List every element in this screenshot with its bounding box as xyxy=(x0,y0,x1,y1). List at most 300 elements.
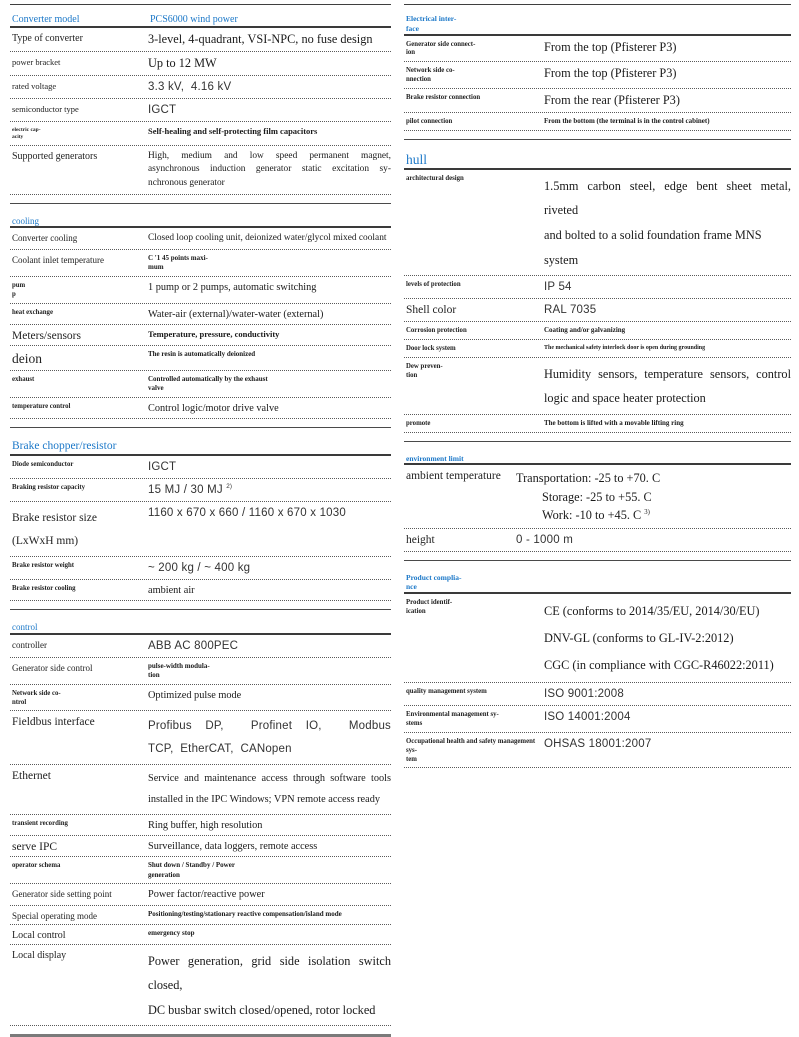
row-value xyxy=(148,483,391,498)
row-label-line: levels of protection xyxy=(406,281,461,289)
section-title-line: environment limit xyxy=(406,453,464,463)
spec-section xyxy=(404,151,791,442)
row-value-line: From the bottom (the terminal is in the control cabinet) xyxy=(544,116,710,125)
spec-row xyxy=(10,76,391,99)
spec-row xyxy=(404,299,791,322)
spec-row xyxy=(10,479,391,502)
row-value-line: nchronous generator xyxy=(148,177,225,188)
spec-row xyxy=(10,250,391,277)
spec-row xyxy=(404,594,791,683)
section-title-text xyxy=(12,440,391,454)
row-label xyxy=(10,888,148,899)
spec-row xyxy=(10,765,391,814)
row-value xyxy=(544,93,791,109)
row-label xyxy=(10,232,148,243)
section-title xyxy=(10,215,391,229)
row-value-line: installed in the IPC Windows; VPN remote access ready xyxy=(148,793,380,805)
row-value xyxy=(148,56,391,72)
row-value-line: IP 54 xyxy=(544,281,572,294)
row-value xyxy=(148,929,391,938)
row-value-line: ISO 14001:2004 xyxy=(544,711,631,724)
row-label xyxy=(404,533,516,546)
spec-row xyxy=(10,815,391,836)
spec-row xyxy=(10,52,391,76)
row-label-line: Brake resistor size xyxy=(12,511,97,524)
row-label-line: Generator side setting point xyxy=(12,889,112,900)
spec-row xyxy=(10,658,391,685)
row-label xyxy=(404,40,544,59)
row-label xyxy=(10,32,148,44)
spec-row xyxy=(404,683,791,706)
section-title-text xyxy=(406,573,791,593)
spec-row xyxy=(10,371,391,398)
row-value-line: 3-level, 4-quadrant, VSI-NPC, no fuse design xyxy=(148,32,373,46)
section-title-text xyxy=(12,14,150,26)
row-value-line: Self-healing and self-protecting film capacitors xyxy=(148,125,318,136)
row-value-line: 1 pump or 2 pumps, automatic switching xyxy=(148,281,317,293)
row-label-line: promote xyxy=(406,419,431,427)
row-value-line: OHSAS 18001:2007 xyxy=(544,737,652,750)
row-value xyxy=(148,888,391,901)
spec-row xyxy=(10,146,391,195)
row-value-line: ~ 200 kg / ~ 400 kg xyxy=(148,561,251,574)
section-title-line: Brake chopper/resistor xyxy=(12,440,117,453)
row-label-line: Converter cooling xyxy=(12,233,78,244)
section-title xyxy=(404,453,791,466)
spec-row xyxy=(10,398,391,419)
row-value-line: The resin is automatically deionized xyxy=(148,349,256,358)
row-value xyxy=(516,533,791,548)
row-label-line: Coolant inlet temperature xyxy=(12,254,104,265)
section-title xyxy=(404,13,791,36)
row-value-line: Water-air (external)/water-water (external) xyxy=(148,308,324,320)
row-label-line: serve IPC xyxy=(12,840,58,853)
spec-row xyxy=(404,113,791,131)
section-title-text xyxy=(12,216,391,227)
row-value-line: Coating and/or galvanizing xyxy=(544,326,626,335)
row-label xyxy=(404,362,544,381)
row-label-line: Product identif- xyxy=(406,599,453,607)
row-value-line: IGCT xyxy=(148,103,177,116)
row-value-line: CGC (in compliance with CGC-R46022:2011) xyxy=(544,658,774,673)
spec-row xyxy=(10,857,391,884)
row-label-line: Meters/sensors xyxy=(12,329,81,342)
row-label-line: temperature control xyxy=(12,402,71,410)
section-title-line: control xyxy=(12,622,38,633)
row-label-line: Brake resistor connection xyxy=(406,93,481,101)
section-title-line: face xyxy=(406,23,419,33)
row-label-line: Corrosion protection xyxy=(406,327,467,335)
spec-row xyxy=(404,322,791,340)
row-value xyxy=(148,80,391,95)
row-label xyxy=(404,469,516,482)
spec-column-left xyxy=(10,4,391,1037)
row-value-line: DC busbar switch closed/opened, rotor locked xyxy=(148,1002,376,1017)
section-title-line: hull xyxy=(406,151,428,167)
row-label xyxy=(10,639,148,650)
row-value-line: The bottom is lifted with a movable lifting ring xyxy=(544,418,684,427)
row-value xyxy=(148,949,391,1023)
row-value xyxy=(148,910,391,919)
spec-row xyxy=(404,706,791,733)
spec-row xyxy=(404,529,791,552)
row-label xyxy=(404,117,544,127)
row-value xyxy=(148,819,391,832)
row-label-line: controller xyxy=(12,639,47,650)
spec-section xyxy=(10,621,391,1037)
row-value xyxy=(148,350,391,359)
row-value xyxy=(148,32,391,48)
row-value xyxy=(148,150,391,191)
row-label xyxy=(404,687,544,697)
row-label-line: acity xyxy=(12,134,24,141)
row-label-line: ambient temperature xyxy=(406,470,501,483)
row-value xyxy=(148,375,391,394)
spec-row xyxy=(10,28,391,52)
row-value xyxy=(544,40,791,56)
row-label-line: Braking resistor capacity xyxy=(12,483,86,491)
row-value xyxy=(148,506,391,521)
row-label xyxy=(404,93,544,103)
row-label xyxy=(10,375,148,385)
spec-row xyxy=(10,99,391,122)
row-value xyxy=(544,280,791,295)
row-value xyxy=(544,117,791,126)
row-value-line: Controlled automatically by the exhaust xyxy=(148,374,268,383)
row-value xyxy=(544,344,791,352)
row-value xyxy=(544,326,791,335)
row-value xyxy=(516,469,791,524)
row-value xyxy=(544,419,791,428)
spec-row xyxy=(404,733,791,768)
row-value xyxy=(148,329,391,339)
row-value xyxy=(544,362,791,411)
row-value-line: Power generation, grid side isolation switch closed, xyxy=(148,953,391,993)
row-label xyxy=(10,819,148,829)
row-label-line: Local control xyxy=(12,929,66,941)
row-value-line: Service and maintenance access through software tools xyxy=(148,773,391,785)
row-label-line: semiconductor type xyxy=(12,103,79,114)
row-value xyxy=(544,303,791,318)
row-value-line: asynchronous induction generator static excitation sy- xyxy=(148,164,391,175)
row-label xyxy=(10,662,148,673)
spec-row xyxy=(10,456,391,479)
row-value xyxy=(544,66,791,82)
row-label-line: Fieldbus interface xyxy=(12,716,95,729)
row-label-line: Ethernet xyxy=(12,770,51,783)
row-value-line: 1160 x 670 x 660 / 1160 x 670 x 1030 xyxy=(148,506,346,519)
row-label xyxy=(10,402,148,412)
row-label-line: Door lock system xyxy=(406,344,456,352)
spec-row xyxy=(10,884,391,905)
row-label xyxy=(10,350,148,367)
spec-row xyxy=(404,415,791,433)
spec-section xyxy=(404,572,791,777)
row-label xyxy=(10,715,148,728)
row-label xyxy=(404,303,544,316)
row-label xyxy=(404,326,544,336)
row-value-line: Positioning/testing/stationary reactive compensation/island mode xyxy=(148,909,342,918)
row-value xyxy=(148,769,391,810)
spec-row xyxy=(404,276,791,299)
row-value-line: ABB AC 800PEC xyxy=(148,639,239,652)
row-value-line: Ring buffer, high resolution xyxy=(148,819,263,831)
section-title-text xyxy=(406,152,791,168)
spec-row xyxy=(10,711,391,765)
spec-row xyxy=(10,906,391,925)
row-value-line: TCP, EtherCAT, CANopen xyxy=(148,743,292,756)
row-label xyxy=(10,561,148,571)
section-title xyxy=(10,439,391,456)
spec-row xyxy=(10,277,391,304)
section-title xyxy=(10,13,391,28)
row-value-line: Shut down / Standby / Power xyxy=(148,861,235,870)
row-value-line: logic and space heater protection xyxy=(544,391,706,406)
spec-row xyxy=(10,502,391,557)
row-label-line: Generator side control xyxy=(12,662,93,673)
row-value-line: tion xyxy=(148,671,160,680)
row-value xyxy=(148,689,391,702)
spec-row xyxy=(10,557,391,580)
row-label xyxy=(10,584,148,594)
row-label-line: Type of converter xyxy=(12,33,83,44)
row-label xyxy=(404,419,544,429)
row-label xyxy=(10,329,148,342)
row-label-line: quality management system xyxy=(406,688,487,696)
row-value-line: From the rear (Pfisterer P3) xyxy=(544,92,680,107)
row-label-line: Occupational health and safety management sys- xyxy=(406,737,536,754)
row-label-line: architectural design xyxy=(406,174,464,182)
spec-row xyxy=(404,89,791,113)
row-value-line: Up to 12 MW xyxy=(148,55,217,70)
row-value xyxy=(148,715,391,761)
row-value-line: ambient air xyxy=(148,584,195,596)
row-label xyxy=(404,737,544,764)
row-label xyxy=(404,280,544,290)
row-value-line: emergency stop xyxy=(148,928,195,937)
row-label-line: deion xyxy=(12,350,42,366)
row-value-line: Humidity sensors, temperature sensors, control xyxy=(544,366,791,381)
spec-row xyxy=(404,62,791,89)
section-title xyxy=(404,151,791,170)
spec-section xyxy=(10,439,391,610)
row-label xyxy=(10,910,148,921)
row-value-line: pulse-width modula- xyxy=(148,661,210,670)
row-label-line: ion xyxy=(406,49,416,57)
row-label xyxy=(404,710,544,729)
row-value-line: Profibus DP, Profinet IO, Modbus xyxy=(148,720,391,733)
row-value xyxy=(148,561,391,576)
row-label xyxy=(10,150,148,162)
row-label xyxy=(10,840,148,853)
row-label-line: Special operating mode xyxy=(12,910,97,921)
row-label-line: Local display xyxy=(12,949,67,961)
row-label xyxy=(10,460,148,470)
row-label-line: ication xyxy=(406,608,426,616)
section-title-text xyxy=(406,454,791,464)
row-label-line: tion xyxy=(406,371,418,379)
row-label xyxy=(404,598,544,617)
row-value-line: and bolted to a solid foundation frame MNS system xyxy=(544,228,762,267)
row-label xyxy=(10,103,148,114)
row-label-line: Dew preven- xyxy=(406,362,443,370)
section-title-line: nce xyxy=(406,582,417,592)
row-value-line: mum xyxy=(148,263,164,272)
section-title xyxy=(404,572,791,595)
row-label-line: pilot connection xyxy=(406,117,453,125)
row-label-line: tem xyxy=(406,755,417,763)
row-label xyxy=(404,344,544,354)
section-title-line: Product complia- xyxy=(406,572,462,582)
row-label xyxy=(10,689,148,708)
row-value-line: Temperature, pressure, conductivity xyxy=(148,328,280,339)
row-value-line: DNV-GL (conforms to GL-IV-2:2012) xyxy=(544,631,734,646)
row-label-line: operator schema xyxy=(12,862,61,870)
row-value xyxy=(544,687,791,702)
row-label-line: nnection xyxy=(406,75,431,83)
row-label-line: height xyxy=(406,533,435,546)
row-value xyxy=(148,840,391,853)
section-title-line: cooling xyxy=(12,215,39,226)
row-value xyxy=(148,402,391,415)
row-value-line: valve xyxy=(148,384,164,393)
row-value-line: Closed loop cooling unit, deionized water/glycol mixed coolant xyxy=(148,233,387,244)
row-label-line: electric cap- xyxy=(12,126,41,133)
row-label xyxy=(10,308,148,318)
row-label-line: (LxWxH mm) xyxy=(12,534,79,547)
row-label-line: ntrol xyxy=(12,698,27,706)
row-label-line: p xyxy=(12,290,16,298)
row-value xyxy=(148,861,391,880)
row-label xyxy=(10,126,148,142)
spec-row xyxy=(10,304,391,325)
row-value-line: 3.3 kV, 4.16 kV xyxy=(148,80,232,93)
row-value-line: The mechanical safety interlock door is open during grounding xyxy=(544,344,706,351)
row-label-line: Network side co- xyxy=(12,689,61,697)
spec-section xyxy=(404,13,791,140)
row-value xyxy=(148,584,391,597)
row-label xyxy=(10,80,148,91)
spec-section xyxy=(10,13,391,204)
row-value xyxy=(148,254,391,273)
row-label-line: Network side co- xyxy=(406,67,455,75)
row-value xyxy=(148,662,391,681)
spec-row xyxy=(10,945,391,1027)
row-value-line: 15 MJ / 30 MJ $^{2)}$ xyxy=(148,483,233,496)
row-value-line: CE (conforms to 2014/35/EU, 2014/30/EU) xyxy=(544,604,760,619)
row-value xyxy=(148,232,391,246)
row-label-line: heat exchange xyxy=(12,308,53,316)
row-label-line: power bracket xyxy=(12,56,61,67)
row-value xyxy=(148,639,391,654)
row-label-line: Diode semiconductor xyxy=(12,460,74,468)
row-value-line: Control logic/motor drive valve xyxy=(148,402,279,414)
spec-row xyxy=(404,358,791,415)
row-value-line: ISO 9001:2008 xyxy=(544,688,624,701)
row-value xyxy=(544,710,791,725)
section-header-value: PCS6000 wind power xyxy=(150,14,238,25)
row-value-line: Storage: -25 to +55. C xyxy=(542,489,652,504)
spec-row xyxy=(10,580,391,601)
row-value-line: generation xyxy=(148,870,180,879)
row-value-line: High, medium and low speed permanent magnet, xyxy=(148,150,391,161)
spec-section xyxy=(10,215,391,429)
row-label xyxy=(10,769,148,782)
row-label xyxy=(10,506,148,553)
row-label-line: Shell color xyxy=(406,304,457,317)
spec-row xyxy=(404,465,791,528)
row-value-line: From the top (Pfisterer P3) xyxy=(544,66,677,81)
row-value xyxy=(148,103,391,118)
row-label-line: Brake resistor cooling xyxy=(12,584,76,592)
spec-row xyxy=(10,325,391,346)
row-value xyxy=(148,281,391,294)
spec-section xyxy=(404,453,791,561)
row-label-line: rated voltage xyxy=(12,80,57,91)
spec-row xyxy=(404,170,791,276)
section-title-line: Converter model xyxy=(12,14,80,25)
section-title-text xyxy=(12,622,391,633)
row-value xyxy=(544,174,791,272)
spec-row xyxy=(10,635,391,658)
row-value xyxy=(148,460,391,475)
row-value-line: Work: -10 to +45. C $^{3)}$ xyxy=(542,508,650,523)
superscript-note: 3) xyxy=(644,509,650,517)
spec-row xyxy=(404,36,791,63)
row-label-line: Brake resistor weight xyxy=(12,561,75,569)
spec-row xyxy=(404,340,791,358)
spec-row xyxy=(10,685,391,712)
row-label xyxy=(10,949,148,961)
row-value-line: RAL 7035 xyxy=(544,304,597,317)
row-label-line: Generator side connect- xyxy=(406,40,476,48)
row-value-line: 0 - 1000 m xyxy=(516,533,573,546)
row-label-line: Environmental management sy- xyxy=(406,711,499,719)
row-label xyxy=(10,56,148,67)
row-label-line: pum xyxy=(12,281,26,289)
row-value-line: From the top (Pfisterer P3) xyxy=(544,39,677,54)
row-value xyxy=(148,308,391,321)
row-value-line: 1.5mm carbon steel, edge bent sheet metal, riveted xyxy=(544,178,791,218)
spec-row xyxy=(10,836,391,857)
row-label xyxy=(404,174,544,184)
section-title xyxy=(10,621,391,635)
row-value-line: IGCT xyxy=(148,460,177,473)
section-title-text xyxy=(406,14,791,34)
spec-row xyxy=(10,925,391,945)
row-value-line: Power factor/reactive power xyxy=(148,889,265,901)
section-title-line: Electrical inter- xyxy=(406,14,457,23)
superscript-note: 2) xyxy=(226,483,233,491)
row-label xyxy=(10,929,148,941)
row-label xyxy=(404,66,544,85)
row-label-line: stems xyxy=(406,720,423,728)
spec-row xyxy=(10,228,391,250)
row-label xyxy=(10,861,148,871)
row-value-line: Surveillance, data loggers, remote access xyxy=(148,840,318,852)
row-label-line: transient recording xyxy=(12,819,68,827)
spec-row xyxy=(10,346,391,371)
row-label-line: exhaust xyxy=(12,375,35,383)
row-label xyxy=(10,483,148,493)
row-label xyxy=(10,281,148,300)
row-label xyxy=(10,254,148,265)
row-value-line: Optimized pulse mode xyxy=(148,689,242,701)
spec-column-right xyxy=(404,4,791,776)
row-label-line: Supported generators xyxy=(12,150,98,162)
row-value xyxy=(544,737,791,752)
row-value-line: Transportation: -25 to +70. C xyxy=(516,471,661,486)
